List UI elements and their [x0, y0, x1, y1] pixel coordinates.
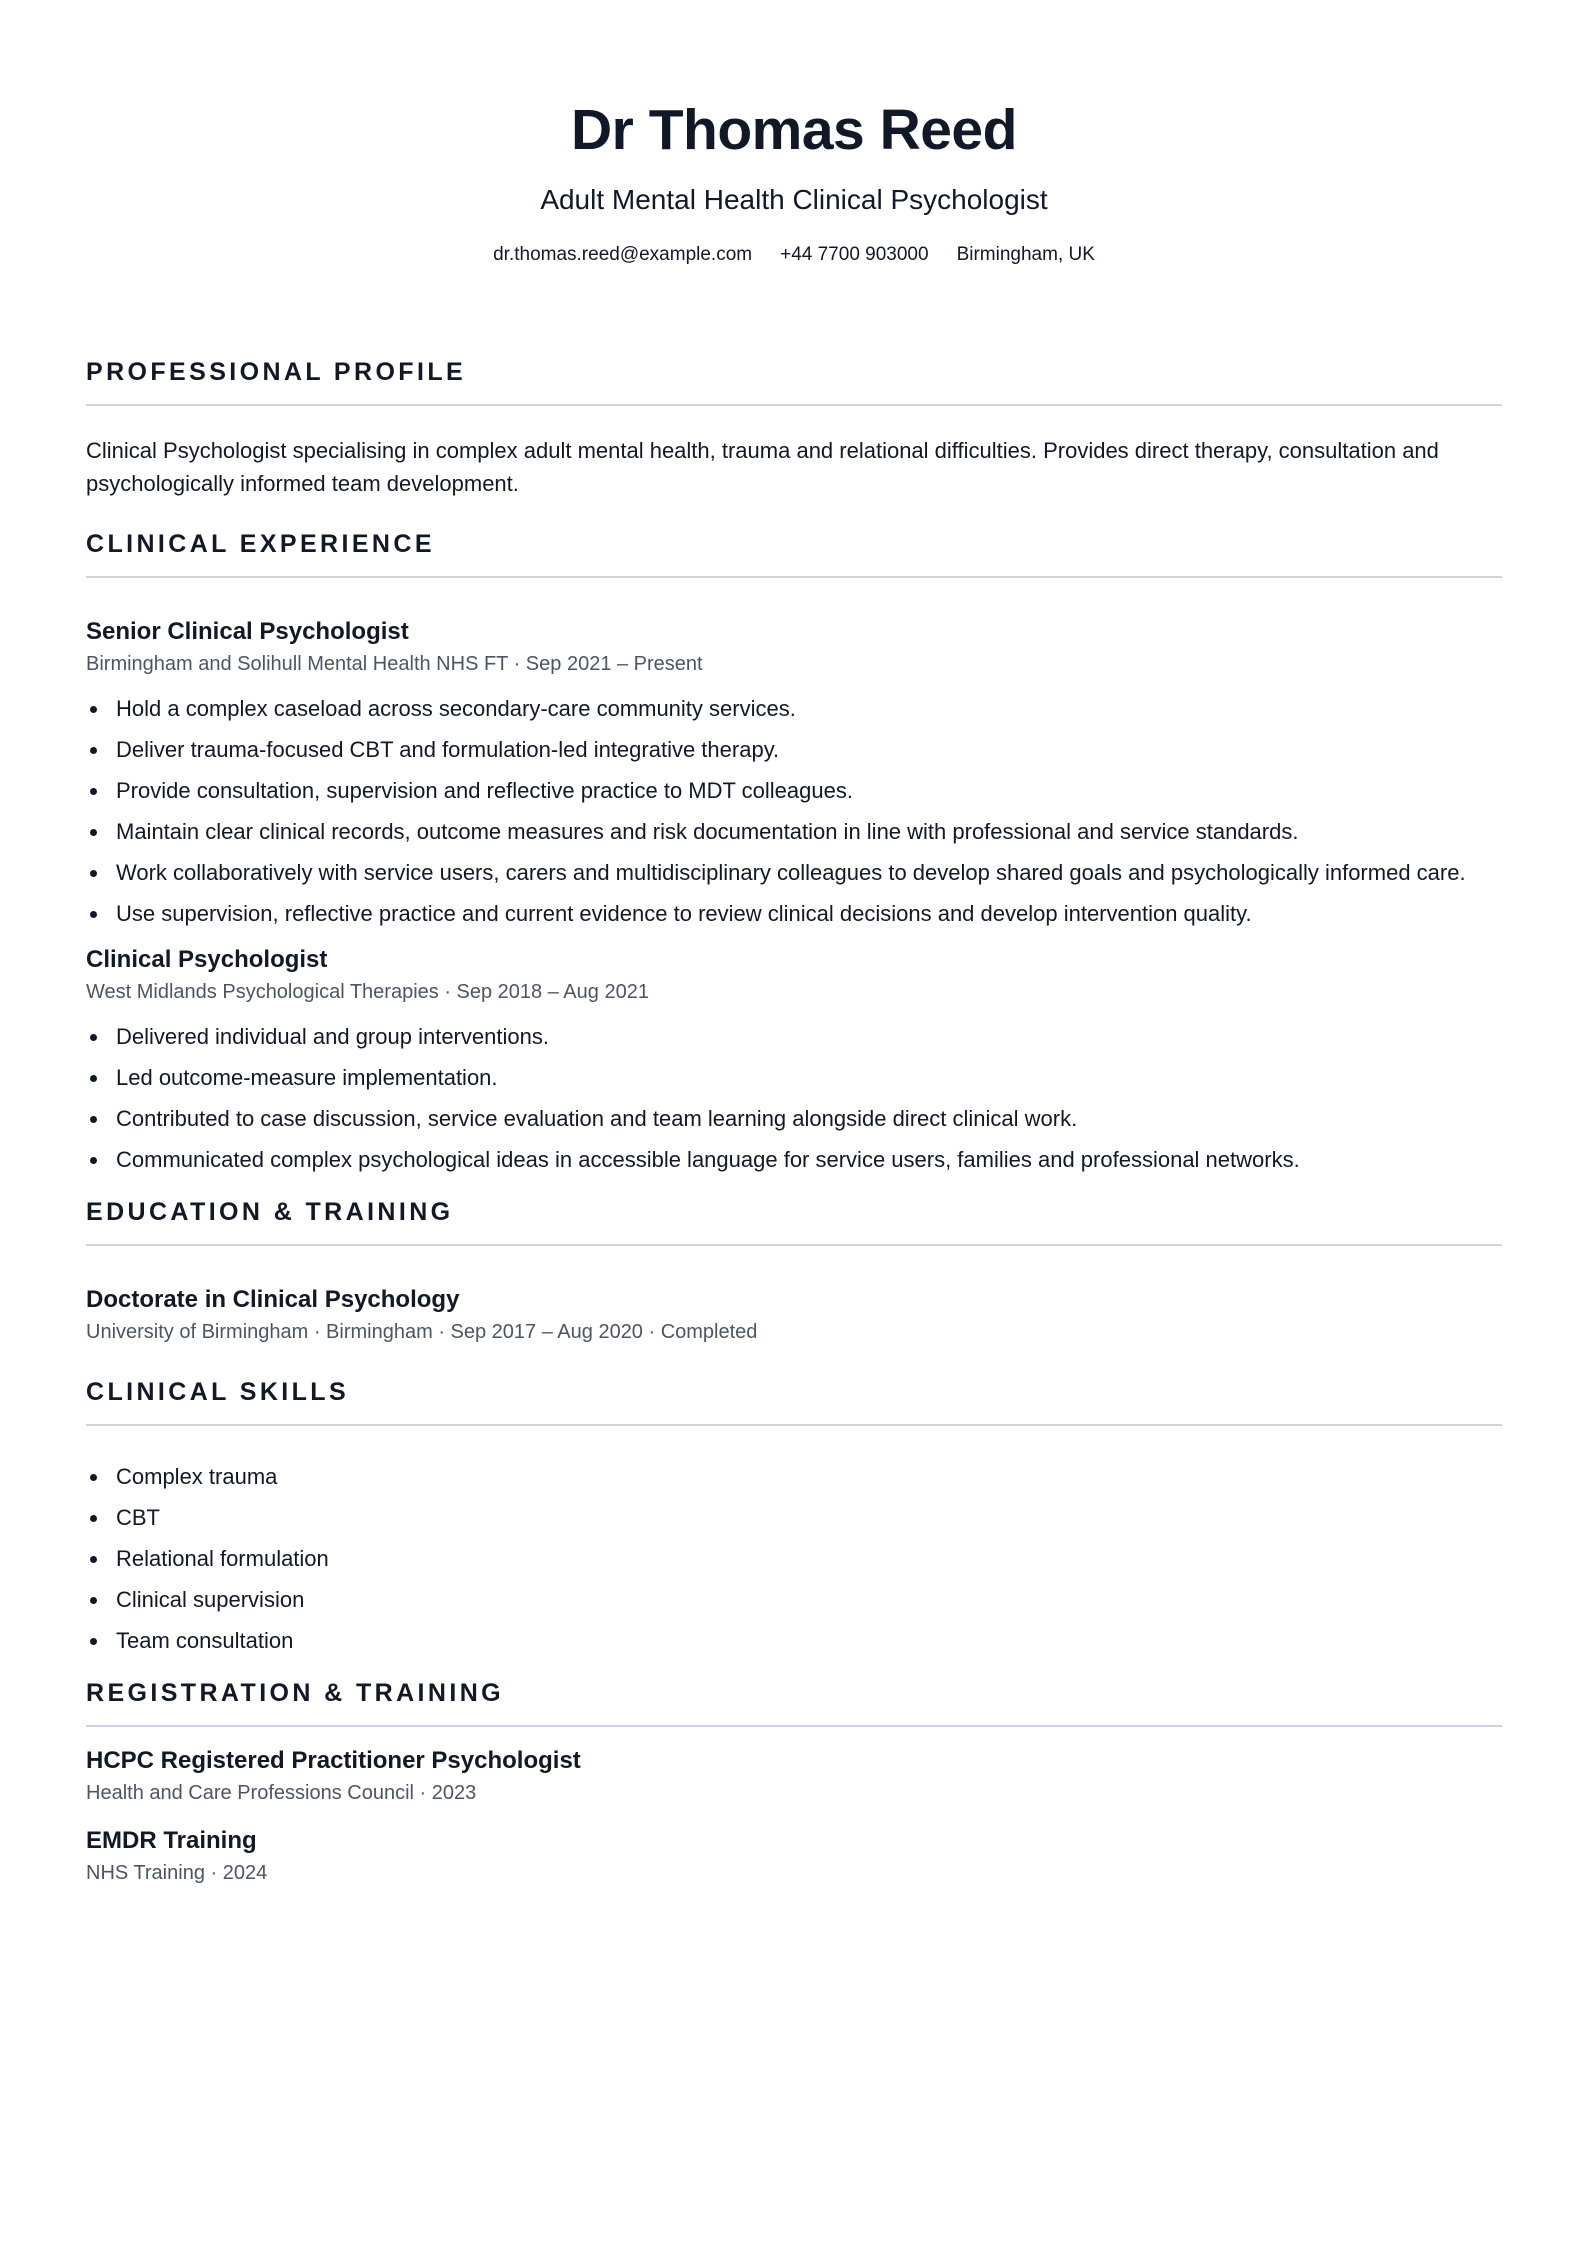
- list-item: Deliver trauma-focused CBT and formulation-led integrative therapy.: [86, 733, 1502, 766]
- section-title-education: EDUCATION & TRAINING: [86, 1198, 454, 1226]
- section-divider: [86, 1725, 1502, 1727]
- job-meta: West Midlands Psychological Therapies · Sep 2018 – Aug 2021: [86, 981, 649, 1003]
- contact-email: dr.thomas.reed@example.com: [493, 244, 753, 265]
- job-title: Senior Clinical Psychologist: [86, 618, 409, 645]
- list-item: Complex trauma: [86, 1460, 1502, 1493]
- job-title: Clinical Psychologist: [86, 946, 328, 973]
- section-divider: [86, 404, 1502, 406]
- list-item: Relational formulation: [86, 1542, 1502, 1575]
- job-meta: Birmingham and Solihull Mental Health NHS FT · Sep 2021 – Present: [86, 653, 703, 675]
- candidate-name: Dr Thomas Reed: [571, 98, 1017, 162]
- list-item: Delivered individual and group interventions.: [86, 1020, 1502, 1053]
- list-item: Provide consultation, supervision and reflective practice to MDT colleagues.: [86, 774, 1502, 807]
- section-education: [86, 1196, 1502, 1346]
- list-item: Team consultation: [86, 1624, 1502, 1657]
- section-divider: [86, 1244, 1502, 1246]
- registration-meta: Health and Care Professions Council · 2023: [86, 1782, 477, 1804]
- education-title: Doctorate in Clinical Psychology: [86, 1286, 460, 1313]
- section-experience: [86, 528, 1502, 1176]
- list-item: Use supervision, reflective practice and current evidence to review clinical decisions and develop intervention quality.: [86, 897, 1502, 930]
- resume-header: [86, 0, 1502, 268]
- profile-text: Clinical Psychologist specialising in complex adult mental health, trauma and relational difficulties. Provides direct therapy, consultation and psychologically informed team development.: [86, 438, 1439, 496]
- job-bullets: [86, 1020, 1502, 1176]
- registration-entry: [86, 1825, 1502, 1887]
- registration-meta: NHS Training · 2024: [86, 1862, 268, 1884]
- list-item: Maintain clear clinical records, outcome measures and risk documentation in line with professional and service standards.: [86, 815, 1502, 848]
- list-item: Led outcome-measure implementation.: [86, 1061, 1502, 1094]
- registration-title: EMDR Training: [86, 1827, 257, 1854]
- contact-location: Birmingham, UK: [956, 244, 1095, 265]
- candidate-role: Adult Mental Health Clinical Psychologist: [540, 184, 1048, 215]
- section-divider: [86, 1424, 1502, 1426]
- registration-entry: [86, 1745, 1502, 1807]
- job-entry: [86, 616, 1502, 930]
- section-profile: [86, 356, 1502, 500]
- education-entry: [86, 1284, 1502, 1346]
- list-item: Work collaboratively with service users, carers and multidisciplinary colleagues to develop shared goals and psychologically informed care.: [86, 856, 1502, 889]
- job-entry: [86, 944, 1502, 1176]
- section-title-profile: PROFESSIONAL PROFILE: [86, 358, 467, 386]
- contact-line: [86, 242, 1502, 268]
- skills-list: [86, 1460, 1502, 1657]
- list-item: Communicated complex psychological ideas in accessible language for service users, families and professional networks.: [86, 1143, 1502, 1176]
- section-skills: [86, 1376, 1502, 1657]
- section-title-skills: CLINICAL SKILLS: [86, 1378, 350, 1406]
- list-item: CBT: [86, 1501, 1502, 1534]
- section-title-experience: CLINICAL EXPERIENCE: [86, 530, 435, 558]
- list-item: Hold a complex caseload across secondary-care community services.: [86, 692, 1502, 725]
- education-meta: University of Birmingham · Birmingham · Sep 2017 – Aug 2020 · Completed: [86, 1321, 758, 1343]
- list-item: Contributed to case discussion, service evaluation and team learning alongside direct clinical work.: [86, 1102, 1502, 1135]
- contact-phone: +44 7700 903000: [780, 244, 929, 265]
- registration-title: HCPC Registered Practitioner Psychologist: [86, 1747, 581, 1774]
- job-bullets: [86, 692, 1502, 930]
- section-divider: [86, 576, 1502, 578]
- list-item: Clinical supervision: [86, 1583, 1502, 1616]
- section-registration: [86, 1677, 1502, 1887]
- section-title-registration: REGISTRATION & TRAINING: [86, 1679, 505, 1707]
